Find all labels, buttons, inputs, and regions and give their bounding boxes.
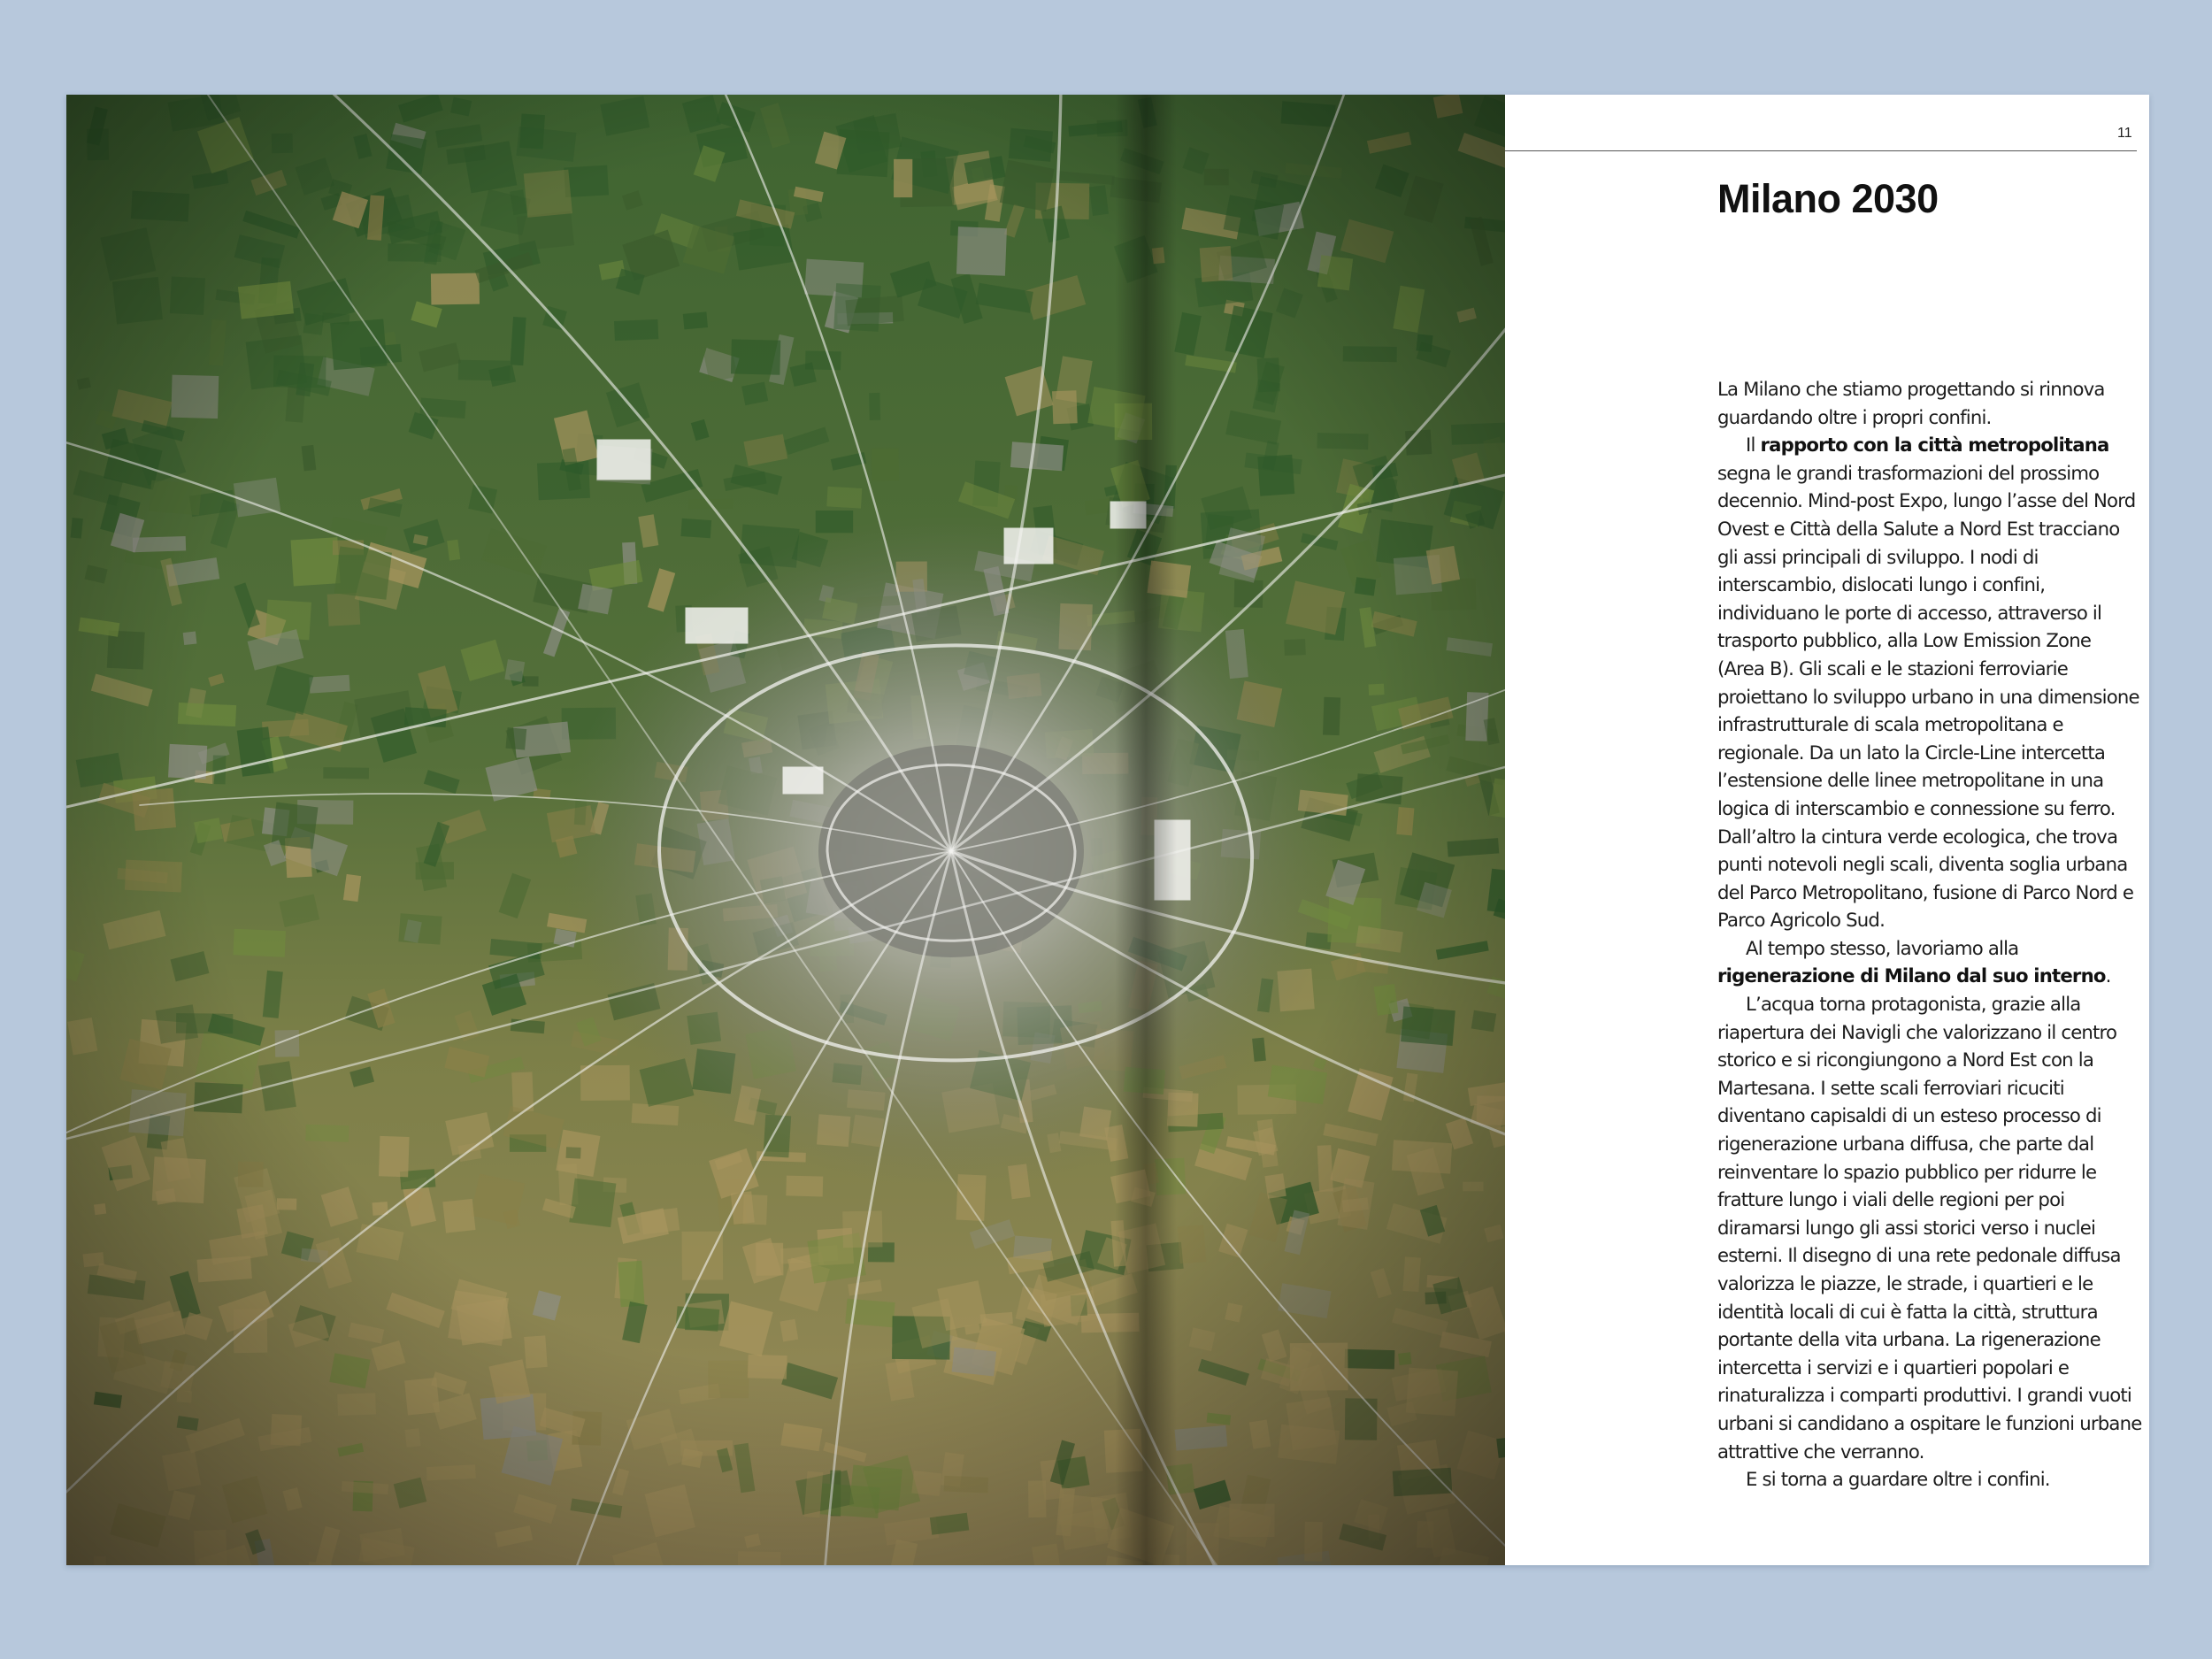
text-run: E si torna a guardare oltre i confini. <box>1746 1468 2050 1491</box>
text-run: La Milano che stiamo progettando si rinnova guardando oltre i propri confini. <box>1717 378 2105 428</box>
text-run: segna le grandi trasformazioni del prossimo decennio. Mind-post Expo, lungo l’asse del Nord Ovest e Città della Salute a Nord Est tracciano gli assi principali di sviluppo. I nodi di interscambio, dislocati lungo i confini, individuano le porte di accesso, attraverso il trasporto pubblico, alla Low Emission Zone (Area B). Gli scali e le stazioni ferroviarie proiettano lo sviluppo urbano in una dimensione infrastrutturale di scala metropolitana e regionale. Da un lato la Circle-Line intercetta l’estensione delle linee metropolitane in una logica di interscambio e connessione su ferro. Dall’altro la cintura verde ecologica, che trova punti notevoli negli scali, diventa soglia urbana del Parco Metropolitano, fusione di Parco Nord e Parco Agricolo Sud. <box>1717 461 2139 932</box>
magazine-spread <box>66 95 2149 1565</box>
aerial-photo-page <box>66 95 1505 1565</box>
text-run: Al tempo stesso, lavoriamo alla <box>1746 936 2019 959</box>
page-number: 11 <box>2117 126 2132 141</box>
header-rule <box>1505 150 2137 151</box>
page-title: Milano 2030 <box>1717 176 1939 221</box>
text-run: Il <box>1746 434 1761 457</box>
paragraph <box>1717 934 2142 990</box>
aerial-satellite-image <box>66 95 1505 1565</box>
paragraph <box>1717 431 2142 934</box>
paragraph <box>1717 375 2142 431</box>
text-page <box>1505 95 2149 1565</box>
paragraph <box>1717 990 2142 1465</box>
body-text <box>1717 375 2142 1494</box>
bold-phrase: rigenerazione di Milano dal suo interno <box>1717 964 2106 987</box>
text-run: L’acqua torna protagonista, grazie alla riapertura dei Navigli che valorizzano il centro storico e si ricongiungono a Nord Est con la Martesana. I sette scali ferroviari ricuciti diventano capisaldi di un esteso processo di rigenerazione urbana diffusa, che parte dal reinventare lo spazio pubblico per ridurre le fratture lungo i viali delle regioni per poi diramarsi lungo gli assi storici verso i nuclei esterni. Il disegno di una rete pedonale diffusa valorizza le piazze, le strade, i quartieri e le identità locali di cui è fatta la città, struttura portante della vita urbana. La rigenerazione intercetta i servizi e i quartieri popolari e rinaturalizza i comparti produttivi. I grandi vuoti urbani si candidano a ospitare le funzioni urbane attrattive che verranno. <box>1717 993 2142 1463</box>
bold-phrase: rapporto con la città metropolitana <box>1760 434 2109 457</box>
text-run: . <box>2105 964 2111 987</box>
paragraph <box>1717 1465 2142 1494</box>
